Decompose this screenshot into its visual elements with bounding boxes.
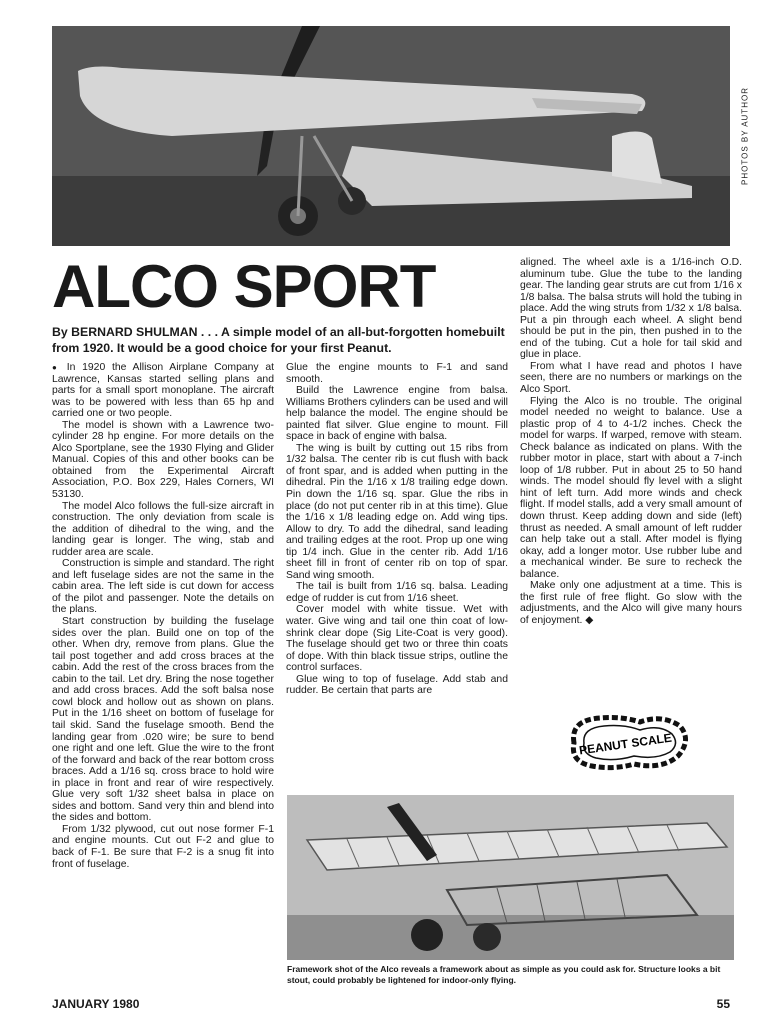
peanut-scale-logo (562, 708, 692, 778)
article-title: ALCO SPORT (52, 253, 436, 320)
paragraph: Cover model with white tissue. Wet with water. Give wing and tail one thin coat of low-shrink clear dope (Sig Lite-Coat is very good). The fuselage should get two or three thin coats of dope. With thin black tissue strips, outline the control surfaces. (286, 604, 508, 674)
paragraph: From what I have read and photos I have seen, there are no numbers or markings on the Alco Sport. (520, 360, 742, 396)
bullet-icon: ● (52, 363, 67, 372)
paragraph: Glue wing to top of fuselage. Add stab and rudder. Be certain that parts are (286, 673, 508, 697)
paragraph: Make only one adjustment at a time. This is the first rule of free flight. Go slow with the adjustments, and the Alco will give many hours of enjoyment. ◆ (520, 580, 742, 626)
logo-text: PEANUT SCALE (578, 730, 673, 758)
paragraph: From 1/32 plywood, cut out nose former F-1 and engine mounts. Cut out F-2 and glue to back of F-1. Be sure that F-2 is a snug fit into front of fuselage. (52, 823, 274, 870)
paragraph: Start construction by building the fuselage sides over the plan. Build one on top of the other. When dry, remove from plans. Glue the tail post together and add cross braces at the cabin. Add the rest of the cross braces from the cabin to the tail. Let dry. Bring the nose together and add cross braces. Add the soft balsa nose cowl block and hollow out as shown on plans. Put in the 1/16 sheet on bottom of fuselage for tail skid. Sand the fuselage smooth. Bend the landing gear from .020 wire; be sure to bend one right and one left. Glue the wire to the front of the forward and back of the rear bottom cross braces. Add a 1/16 sq. cross brace to hold wire in place in front and rear of wire respectively. Glue very soft 1/32 sheet balsa in place on sides and bottom. Sand very thin and blend into the sides and bottom. (52, 616, 274, 824)
photo-alco-sport-model (52, 26, 730, 246)
byline: By BERNARD SHULMAN . . . A simple model of an all-but-forgotten homebuilt from 1920. It would be a good choice for your first Peanut. (52, 325, 505, 355)
paragraph: The model is shown with a Lawrence two-cylinder 28 hp engine. For more details on the Alco Sportplane, see the 1930 Flying and Glider Manual. Copies of this and other books can be obtained from the Experimental Aircraft Association, P.O. Box 229, Hales Corners, WI 53130. (52, 419, 274, 501)
photo-credit: PHOTOS BY AUTHOR (740, 87, 750, 185)
page-number: 55 (716, 997, 730, 1011)
column-3 (520, 257, 742, 627)
paragraph: The tail is built from 1/16 sq. balsa. Leading edge of rudder is cut from 1/16 sheet. (286, 581, 508, 604)
paragraph: aligned. The wheel axle is a 1/16-inch O.D. aluminum tube. Glue the tube to the landing gear. The landing gear struts are cut from 1/16 x 1/8 balsa. The balsa struts will hold the tubing in place. Add the wing struts from 1/32 x 1/8 balsa. Put a pin through each wheel. A slight bend should be put in the pin, then pushed in to the end of the tubing. Cut a hole for tail skid and glue in place. (520, 257, 742, 361)
paragraph: Construction is simple and standard. The right and left fuselage sides are not the same in the cabin area. The left side is cut down for access of the pilot and passenger. Note the details on the plans. (52, 558, 274, 616)
paragraph: The wing is built by cutting out 15 ribs from 1/32 balsa. The center rib is cut flush with back of front spar, and is added when putting in the dihedral. Pin the 1/16 x 1/8 trailing edge down. Pin down the 1/16 sq. spar. Glue the ribs in place (do not put center rib in at this time). Glue the 1/16 x 1/8 leading edge on. Add wing tips. Allow to dry. To add the dihedral, sand leading and trailing edges at the root. Prop up one wing tip 1/4 inch. Glue in the center rib. Add 1/16 sheet fill in front of center rib on top of spar. Sand wing smooth. (286, 442, 508, 581)
paragraph: The model Alco follows the full-size aircraft in construction. The only deviation from scale is the addition of dihedral to the wing, and the landing gear is longer. The wing, stab and rudder area are scale. (52, 500, 274, 558)
paragraph: Flying the Alco is no trouble. The original model needed no weight to balance. Use a plastic prop of 4 to 4-1/2 inches. Check the model for warps. If warped, remove with steam. Check balance as indicated on plans. With the rubber motor in place, start with about a 7-inch loop of 1/8 rubber. Put in about 25 to 50 hand winds. The model should fly level with a slight hint of left turn. Add more winds and check flight. If model stalls, add a very small amount of down thrust. Keep adding down and side (left) thrust as needed. A small amount of left rudder can help take out a stall. After model is flying okay, add a longer motor. Use rubber lube and a mechanical winder. Be sure to recheck the balance. (520, 395, 742, 580)
paragraph: ● In 1920 the Allison Airplane Company at Lawrence, Kansas started selling plans and parts for a small sport monoplane. The aircraft was to be powered with less than 65 hp and carried one or two people. (52, 362, 275, 420)
photo-alco-framework (287, 795, 734, 960)
column-1 (52, 362, 274, 870)
photo-caption: Framework shot of the Alco reveals a framework about as simple as you could ask for. Structure looks a bit stout, could probably be lightened for indoor-only flying. (287, 964, 721, 985)
paragraph: Glue the engine mounts to F-1 and sand smooth. (286, 362, 508, 385)
column-2 (286, 362, 508, 697)
issue-date: JANUARY 1980 (52, 997, 140, 1011)
paragraph: Build the Lawrence engine from balsa. Williams Brothers cylinders can be used and will help balance the model. The engine should be painted flat silver. Glue engine to mount. Fill space in back of engine with balsa. (286, 385, 508, 443)
